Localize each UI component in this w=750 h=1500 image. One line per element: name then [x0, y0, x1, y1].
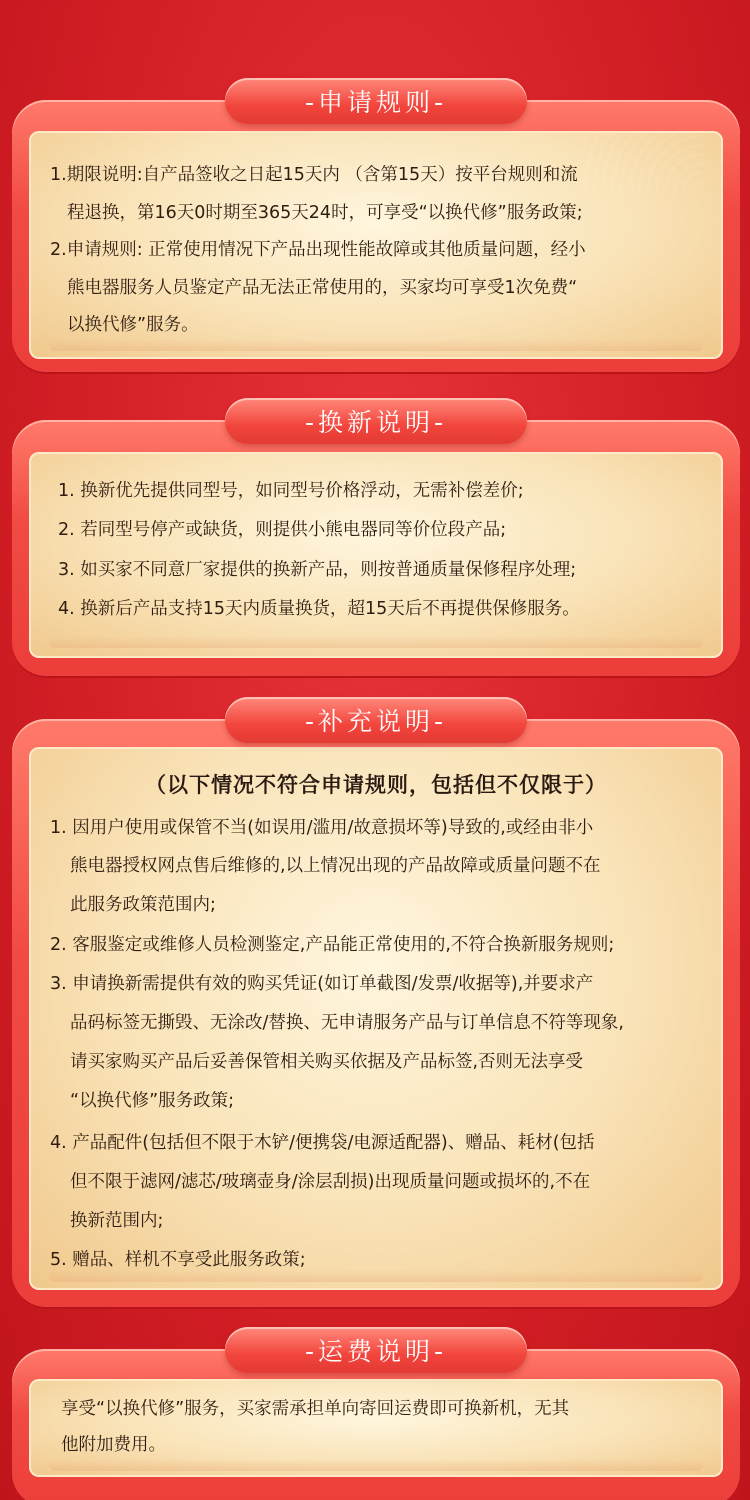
section-panel: [29, 452, 723, 658]
supplementary-line: 2. 客服鉴定或维修人员检测鉴定,产品能正常使用的,不符合换新服务规则;: [50, 935, 615, 955]
rule-line: 熊电器服务人员鉴定产品无法正常使用的，买家均可享受1次免费“: [67, 278, 578, 298]
supplementary-line: 熊电器授权网点售后维修的,以上情况出现的产品故障或质量问题不在: [70, 856, 601, 876]
section-shipping-notes: [12, 1327, 740, 1500]
section-title: -换新说明-: [304, 408, 448, 437]
section-title-pill: [225, 1327, 527, 1373]
supplementary-line: “以换代修”服务政策;: [70, 1091, 235, 1111]
rule-line: 程退换，第16天0时期至365天24时，可享受“以换代修”服务政策;: [67, 203, 583, 223]
supplementary-line: 但不限于滤网/滤芯/玻璃壶身/涂层刮损)出现质量问题或损坏的,不在: [70, 1172, 591, 1192]
rule-line: 2.申请规则: 正常使用情况下产品出现性能故障或其他质量问题，经小: [50, 240, 586, 260]
supplementary-line: 1. 因用户使用或保管不当(如误用/滥用/故意损坏等)导致的,或经由非小: [50, 818, 594, 838]
sparkle-decoration: [583, 131, 703, 191]
supplementary-line: 此服务政策范围内;: [70, 895, 216, 915]
panel-gloss: [49, 636, 703, 648]
section-title: -运费说明-: [304, 1337, 448, 1366]
section-title-pill: [225, 78, 527, 124]
supplementary-line: 3. 申请换新需提供有效的购买凭证(如订单截图/发票/收据等),并要求产: [50, 974, 594, 994]
section-subtitle: （以下情况不符合申请规则，包括但不仅限于）: [145, 773, 607, 797]
supplementary-line: 4. 产品配件(包括但不限于木铲/便携袋/电源适配器)、赠品、耗材(包括: [50, 1133, 595, 1153]
shipping-line: 享受“以换代修”服务，买家需承担单向寄回运费即可换新机，无其: [61, 1399, 570, 1419]
rule-line: 1.期限说明:自产品签收之日起15天内 （含第15天）按平台规则和流: [50, 165, 578, 185]
section-title-pill: [225, 398, 527, 444]
section-replacement-notes: [12, 398, 740, 680]
replacement-line: 2. 若同型号停产或缺货，则提供小熊电器同等价位段产品;: [58, 520, 507, 540]
replacement-line: 4. 换新后产品支持15天内质量换货，超15天后不再提供保修服务。: [58, 599, 580, 619]
section-panel: [29, 131, 723, 359]
replacement-line: 3. 如买家不同意厂家提供的换新产品，则按普通质量保修程序处理;: [58, 560, 577, 580]
supplementary-line: 品码标签无撕毁、无涂改/替换、无申请服务产品与订单信息不符等现象,: [70, 1013, 624, 1033]
section-supplementary-notes: [12, 697, 740, 1311]
panel-gloss: [49, 339, 703, 351]
shipping-line: 他附加费用。: [61, 1435, 166, 1455]
supplementary-line: 请买家购买产品后妥善保管相关购买依据及产品标签,否则无法享受: [70, 1052, 584, 1072]
section-title: -补充说明-: [304, 707, 448, 736]
replacement-line: 1. 换新优先提供同型号，如同型号价格浮动，无需补偿差价;: [58, 481, 524, 501]
section-panel: [29, 1379, 723, 1477]
section-panel: [29, 747, 723, 1290]
panel-gloss: [49, 1459, 703, 1471]
section-apply-rules: [12, 78, 740, 378]
rule-line: 以换代修”服务。: [67, 315, 199, 335]
section-title: -申请规则-: [304, 88, 448, 117]
supplementary-line: 换新范围内;: [70, 1211, 164, 1231]
section-title-pill: [225, 697, 527, 743]
supplementary-line: 5. 赠品、样机不享受此服务政策;: [50, 1250, 306, 1270]
panel-gloss: [49, 1270, 703, 1282]
